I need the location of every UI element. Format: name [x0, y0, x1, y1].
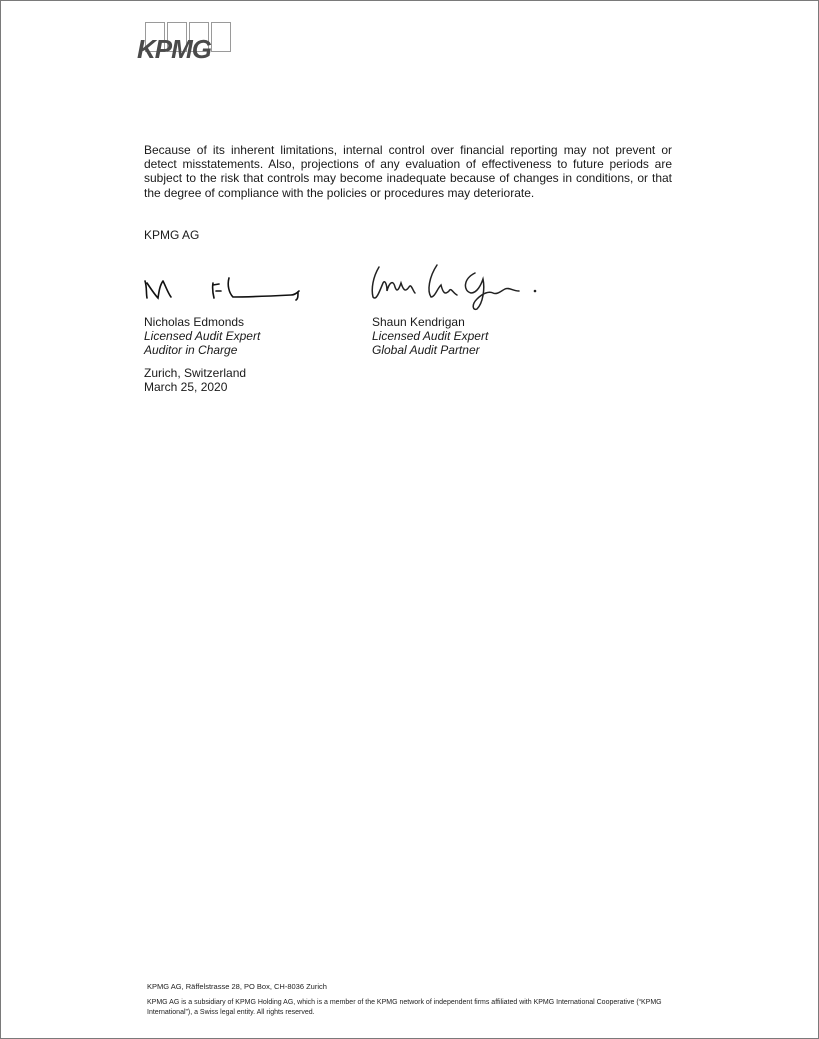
- kpmg-logo: [137, 22, 233, 64]
- location-city: Zurich, Switzerland: [144, 366, 247, 380]
- firm-name: KPMG AG: [144, 228, 200, 242]
- signature-nicholas-edmonds: [141, 269, 311, 309]
- signatory-qualification: Licensed Audit Expert: [144, 329, 261, 344]
- signatory-role: Auditor in Charge: [144, 343, 238, 358]
- place-and-date: [144, 366, 246, 394]
- signatory-block: [144, 315, 260, 358]
- logo-box: [211, 22, 231, 52]
- signatory-role: Global Audit Partner: [372, 343, 480, 358]
- footer-address: KPMG AG, Räffelstrasse 28, PO Box, CH-8036 Zurich: [147, 982, 327, 991]
- signatory-block: [372, 315, 488, 358]
- signatory-name: Shaun Kendrigan: [372, 315, 465, 329]
- signatory-qualification: Licensed Audit Expert: [372, 329, 489, 344]
- footer-legal-note: KPMG AG is a subsidiary of KPMG Holding AG, which is a member of the KPMG network of independent firms affiliated with KPMG International Cooperative (“KPMG International”), a Swiss legal entity. All rights reserved.: [147, 999, 662, 1016]
- report-date: March 25, 2020: [144, 380, 228, 395]
- signatory-name: Nicholas Edmonds: [144, 315, 245, 329]
- signature-shaun-kendrigan: [367, 253, 547, 313]
- limitations-paragraph: Because of its inherent limitations, internal control over financial reporting may not prevent or detect misstatements. Also, projections of any evaluation of effectiveness to future periods are subject to the risk that controls may become inadequate because of changes in conditions, or that the degree of compliance with the policies or procedures may deteriorate.: [144, 143, 672, 200]
- logo-wordmark: KPMG: [137, 34, 211, 64]
